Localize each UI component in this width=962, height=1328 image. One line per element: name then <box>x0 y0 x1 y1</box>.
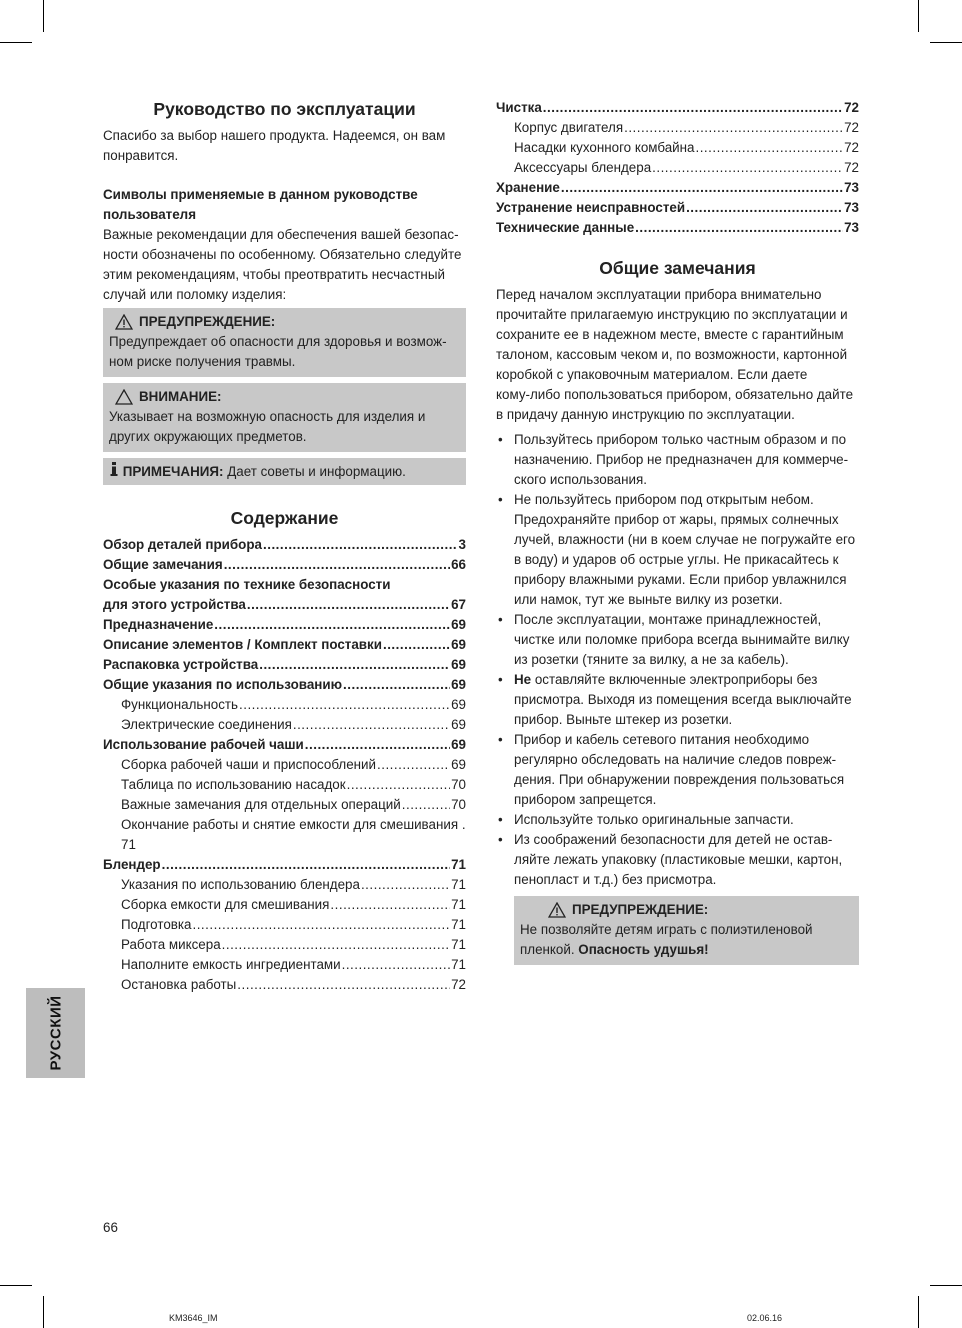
intro-text: Спасибо за выбор нашего продукта. Надеемся, он вам понравится. <box>103 128 446 163</box>
caution-text: Указывает на возможную опасность для изделия и других окружающих предметов. <box>109 409 426 444</box>
crop-mark <box>0 42 32 43</box>
toc-entry: Предназначение ..... 69 <box>103 615 466 635</box>
toc-title: Содержание <box>230 508 339 528</box>
right-column <box>496 98 859 965</box>
crop-mark <box>43 0 44 32</box>
toc-entry: Наполните емкость ингредиентами ..... 71 <box>103 955 466 975</box>
toc-entry: Функциональность ..... 69 <box>103 695 466 715</box>
toc-entry: Таблица по использованию насадок ..... 70 <box>103 775 466 795</box>
toc-entry: Работа миксера ..... 71 <box>103 935 466 955</box>
section-title: Общие замечания <box>599 258 756 278</box>
info-icon <box>109 462 119 482</box>
bullet-item: • Не оставляйте включенные электроприборы без присмотра. Выходя из помещения всегда выключайте прибор. Выньте штекер из розетки. <box>496 670 859 730</box>
bullet-item: • Используйте только оригинальные запчасти. <box>496 810 859 830</box>
toc-list <box>103 535 466 995</box>
page-number: 66 <box>103 1220 118 1235</box>
toc-entry: Обзор деталей прибора ..... 3 <box>103 535 466 555</box>
crop-mark <box>43 1296 44 1328</box>
toc-entry: Распаковка устройства ..... 69 <box>103 655 466 675</box>
toc-entry: Аксессуары блендера ..... 72 <box>496 158 859 178</box>
warning-triangle-icon <box>548 902 566 918</box>
caution-title: ВНИМАНИЕ: <box>139 389 222 404</box>
crop-mark <box>918 0 919 32</box>
toc-entry: Общие замечания ..... 66 <box>103 555 466 575</box>
warning-text: Предупреждает об опасности для здоровья и возмож- ном риске получения травмы. <box>109 334 447 369</box>
right-warning-text: Не позволяйте детям играть с полиэтиленовой пленкой. Опасность удушья! <box>520 922 813 957</box>
toc-entry: Указания по использованию блендера ..... 71 <box>103 875 466 895</box>
toc-entry: Устранение неисправностей ..... 73 <box>496 198 859 218</box>
toc-entry: Хранение ..... 73 <box>496 178 859 198</box>
note-title: ПРИМЕЧАНИЯ: <box>122 464 224 479</box>
toc-entry: Использование рабочей чаши ..... 69 <box>103 735 466 755</box>
toc-entry: Важные замечания для отдельных операций ..... 70 <box>103 795 466 815</box>
toc-entry: Корпус двигателя ..... 72 <box>496 118 859 138</box>
section-text: Перед началом эксплуатации прибора внимательно прочитайте прилагаемую инструкцию по эксплуатации и сохраните ее в надежном месте, вместе с гарантийным талоном, кассовым чеком и, по возможности, картонной коробкой с упаковочным материалом. Если даете кому-либо попользоваться прибором, обязательно дайте в придачу данную инструкцию по эксплуатации. <box>496 287 854 422</box>
toc-entry: Описание элементов / Комплект поставки ..... 69 <box>103 635 466 655</box>
crop-mark <box>918 1296 919 1328</box>
caution-triangle-icon <box>115 389 133 405</box>
language-label: РУССКИЙ <box>47 995 64 1071</box>
safety-bullet-list <box>496 430 859 890</box>
toc-entry: Окончание работы и снятие емкости для смешивания . 71 <box>121 817 466 852</box>
crop-mark <box>930 1285 962 1286</box>
bullet-item: • Из соображений безопасности для детей не остав- ляйте лежать упаковку (пластиковые мешки, картон, пенопласт и т.д.) без присмотра. <box>496 830 859 890</box>
toc-entry: Технические данные ..... 73 <box>496 218 859 238</box>
note-box <box>103 458 466 485</box>
bullet-item: • Не пользуйтесь прибором под открытым небом. Предохраняйте прибор от жары, прямых солнечных лучей, влажности (ни в коем случае не погружайте его в воду) и ударов об острые углы. Не прикасайтесь к прибору влажными руками. Если прибор увлажнился или намок, тут же выньте вилку из розетки. <box>496 490 859 610</box>
symbols-heading: Символы применяемые в данном руководстве пользователя <box>103 187 418 222</box>
crop-mark <box>0 1285 32 1286</box>
bullet-item: • Прибор и кабель сетевого питания необходимо регулярно обследовать на наличие следов повреж- дения. При обнаружении повреждения пользоваться прибором запрещется. <box>496 730 859 810</box>
bullet-item: • Пользуйтесь прибором только частным образом и по назначению. Прибор не предназначен для коммерче- ского использования. <box>496 430 859 490</box>
crop-mark <box>930 42 962 43</box>
language-side-tab <box>26 988 85 1078</box>
warning-box <box>103 308 466 377</box>
footer-date: 02.06.16 <box>747 1313 783 1323</box>
symbols-text: Важные рекомендации для обеспечения вашей безопас- ности обозначены по особенному. Обязательно следуйте этим рекомендациям, чтобы преотвратить несчастный случай или поломку изделия: <box>103 227 462 302</box>
toc-entry: Общие указания по использованию ..... 69 <box>103 675 466 695</box>
manual-title: Руководство по эксплуатации <box>153 99 416 119</box>
toc-entry: Сборка рабочей чаши и приспособлений ..... 69 <box>103 755 466 775</box>
toc-entry: Насадки кухонного комбайна ..... 72 <box>496 138 859 158</box>
toc-entry: для этого устройства ..... 67 <box>103 595 466 615</box>
footer-doc-id: KM3646_IM <box>169 1313 218 1323</box>
toc-entry: Чистка ..... 72 <box>496 98 859 118</box>
toc-entry: Блендер ..... 71 <box>103 855 466 875</box>
right-warning-title: ПРЕДУПРЕЖДЕНИЕ: <box>572 902 709 917</box>
toc-entry: Электрические соединения ..... 69 <box>103 715 466 735</box>
toc-entry: Подготовка ..... 71 <box>103 915 466 935</box>
toc-entry: Остановка работы ..... 72 <box>103 975 466 995</box>
warning-title: ПРЕДУПРЕЖДЕНИЕ: <box>139 314 276 329</box>
left-column <box>103 98 466 995</box>
toc-entry: Сборка емкости для смешивания ..... 71 <box>103 895 466 915</box>
toc-entry: Особые указания по технике безопасности <box>103 577 391 592</box>
warning-triangle-icon <box>115 314 133 330</box>
bullet-item: • После эксплуатации, монтаже принадлежностей, чистке или поломке прибора всегда вынимайте вилку из розетки (тяните за вилку, а не за кабель). <box>496 610 859 670</box>
note-text: Дает советы и информацию. <box>227 464 406 479</box>
toc-list-continued <box>496 98 859 238</box>
right-warning-box <box>514 896 859 965</box>
caution-box <box>103 383 466 452</box>
